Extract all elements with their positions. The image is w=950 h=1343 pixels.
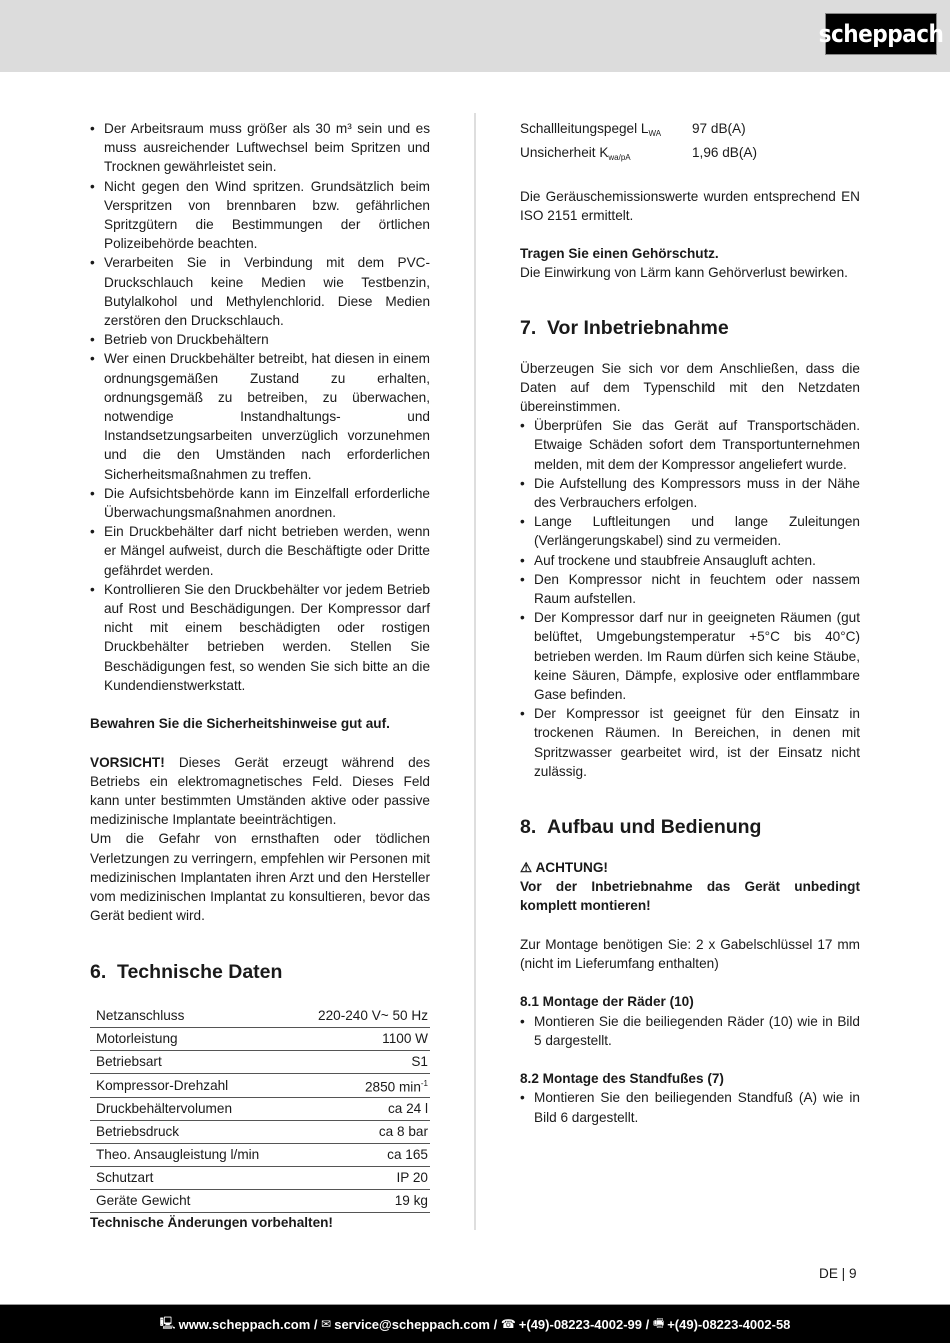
keep-instructions-notice: Bewahren Sie die Sicherheitshinweise gut auf. xyxy=(90,716,390,732)
list-item: • Der Arbeitsraum muss größer als 30 m³ sein und es muss ausreichender Luftwechsel beim Spritzen und Trocknen gewährleistet sein. xyxy=(90,119,430,177)
tools-required-text: Zur Montage benötigen Sie: 2 x Gabelschlüssel 17 mm (nicht im Lieferumfang enthalten) xyxy=(520,936,860,972)
website-link[interactable]: www.scheppach.com xyxy=(178,1316,311,1332)
left-column xyxy=(90,119,430,1232)
email-link[interactable]: service@scheppach.com xyxy=(334,1316,490,1332)
page-footer: 🖳 www.scheppach.com / ✉ service@scheppach.com / ☎ +(49)-08223-4002-99 / 🖷 +(49)-08223-4002-58 xyxy=(0,1304,950,1343)
section-6-heading: 6. Technische Daten xyxy=(90,960,283,983)
table-row: Theo. Ansaugleistung l/min ca 165 xyxy=(90,1143,430,1166)
right-column xyxy=(520,119,860,1127)
caution-paragraph xyxy=(90,753,430,830)
technical-changes-note: Technische Änderungen vorbehalten! xyxy=(90,1214,333,1230)
table-row: Betriebsart S1 xyxy=(90,1051,430,1074)
table-row: Schutzart IP 20 xyxy=(90,1166,430,1189)
subsection-8-1-list xyxy=(520,1012,860,1050)
page-number: DE | 9 xyxy=(819,1266,857,1281)
phone-icon: ☎ xyxy=(500,1317,516,1331)
section-8-title: Aufbau und Bedienung xyxy=(547,816,762,839)
caution-text: Dieses Gerät erzeugt während des Betriebs ein elektromagnetisches Feld. Dieses Feld kann unter bestimmten Umständen aktive oder passive medizinische Implantate beeinträchtigen. xyxy=(90,754,430,828)
warning-label-line: ⚠ ACHTUNG! xyxy=(520,860,608,876)
emission-paragraph: Die Geräuschemissionswerte wurden entsprechend EN ISO 2151 ermittelt. xyxy=(520,188,860,223)
list-item: • Montieren Sie die beiliegenden Räder (10) wie in Bild 5 dargestellt. xyxy=(520,1012,860,1050)
noise-row-sound-power: Schallleitungspegel $L_{WA}$ 97 dB(A) xyxy=(520,121,746,138)
phone-number[interactable]: +(49)-08223-4002-99 xyxy=(518,1316,643,1332)
hearing-paragraph: Die Einwirkung von Lärm kann Gehörverlust bewirken. xyxy=(520,265,848,281)
section-6-title: Technische Daten xyxy=(117,960,283,983)
section-7-heading: 7. Vor Inbetriebnahme xyxy=(520,316,729,339)
section-7-title: Vor Inbetriebnahme xyxy=(547,316,729,339)
caution-label: VORSICHT! xyxy=(90,754,165,770)
section-7-bullet-list xyxy=(520,416,860,781)
list-item: • Nicht gegen den Wind spritzen. Grundsätzlich beim Verspritzen von brennbaren bzw. gefährlichen Spritzgütern die Bestimmungen der örtlichen Polizeibehörde beachten. xyxy=(90,177,430,254)
page-header xyxy=(0,0,950,72)
fax-number: +(49)-08223-4002-58 xyxy=(667,1316,791,1332)
subsection-8-2-title: 8.2 Montage des Standfußes (7) xyxy=(520,1071,724,1087)
list-item: • Wer einen Druckbehälter betreibt, hat diesen in einem ordnungsgemäßen Zustand zu erhalten, ordnungsgemäß zu betreiben, zu überwachen, notwendige Instandhaltungs- und Instandsetzungsarbeiten unverzüglich vorzunehmen und die den Umständen nach erforderlichen Sicherheitsmaßnahmen zu treffen. xyxy=(90,349,430,483)
list-item: • Überprüfen Sie das Gerät auf Transportschäden. Etwaige Schäden sofort dem Transportunternehmen melden, mit dem der Kompressor angeliefert wurde. xyxy=(520,416,860,474)
list-item: • Montieren Sie den beiliegenden Standfuß (A) wie in Bild 6 dargestellt. xyxy=(520,1088,860,1126)
column-divider xyxy=(474,113,476,1230)
table-row: Druckbehältervolumen ca 24 l xyxy=(90,1097,430,1120)
safety-bullet-list xyxy=(90,119,430,695)
scheppach-logo: scheppach xyxy=(825,13,937,55)
section-8-heading: 8. Aufbau und Bedienung xyxy=(520,816,762,839)
mail-icon: ✉ xyxy=(321,1317,332,1331)
subsection-8-2-list xyxy=(520,1088,860,1126)
list-item: • Kontrollieren Sie den Druckbehälter vor jedem Betrieb auf Rost und Beschädigungen. Der Kompressor darf nicht mit einem beschädigten oder rostigen Druckbehälter betrieben werden. Stellen Sie Beschädigungen fest, so wenden Sie sich bitte an die Kundendienstwerkstatt. xyxy=(90,580,430,695)
implant-paragraph: Um die Gefahr von ernsthaften oder tödlichen Verletzungen zu verringern, empfehlen wir Personen mit medizinischen Implantaten ihren Arzt und den Hersteller vom medizinischen Implantat zu konsultieren, bevor das Gerät bedient wird. xyxy=(90,831,430,924)
section-7-intro: Überzeugen Sie sich vor dem Anschließen, dass die Daten auf dem Typenschild mit den Netzdaten übereinstimmen. xyxy=(520,360,860,414)
noise-row-uncertainty: Unsicherheit $K_{wa/pA}$ 1,96 dB(A) xyxy=(520,145,757,163)
computer-icon: 🖳 xyxy=(159,1315,176,1330)
technical-data-table xyxy=(90,1005,430,1213)
list-item: • Die Aufstellung des Kompressors muss in der Nähe des Verbrauchers erfolgen. xyxy=(520,474,860,512)
list-item: • Der Kompressor darf nur in geeigneten Räumen (gut belüftet, Umgebungstemperatur +5°C bis 40°C) betrieben werden. Im Raum dürfen sich keine Stäube, keine Säuren, Dämpfe, explosive oder entflammbare Gase befinden. xyxy=(520,608,860,704)
table-row: Kompressor-Drehzahl 2850 $\min^{-1}$ xyxy=(90,1074,430,1098)
list-item: • Verarbeiten Sie in Verbindung mit dem PVC-Druckschlauch keine Medien wie Testbenzin, Butylalkohol und Methylenchlorid. Diese Medien zerstören den Druckschlauch. xyxy=(90,253,430,330)
table-row: Betriebsdruck ca 8 bar xyxy=(90,1120,430,1143)
table-row: Geräte Gewicht 19 kg xyxy=(90,1189,430,1212)
list-item: • Ein Druckbehälter darf nicht betrieben werden, wenn er Mängel aufweist, durch die Beschäftigte oder Dritte gefährdet werden. xyxy=(90,522,430,580)
warning-text: Vor der Inbetriebnahme das Gerät unbedingt komplett montieren! xyxy=(520,879,860,914)
list-item: • Der Kompressor ist geeignet für den Einsatz in trockenen Räumen. In Bereichen, in denen mit Spritzwasser gearbeitet wird, ist der Einsatz nicht zulässig. xyxy=(520,704,860,781)
table-row: Netzanschluss 220-240 V~ 50 Hz xyxy=(90,1005,430,1028)
list-item: • Betrieb von Druckbehältern xyxy=(90,330,430,349)
list-item: • Lange Luftleitungen und lange Zuleitungen (Verlängerungskabel) sind zu vermeiden. xyxy=(520,512,860,550)
fax-icon: 🖷 xyxy=(652,1315,665,1330)
hearing-protection-notice: Tragen Sie einen Gehörschutz. xyxy=(520,246,719,262)
list-item: • Die Aufsichtsbehörde kann im Einzelfall erforderliche Überwachungsmaßnahmen anordnen. xyxy=(90,484,430,522)
subsection-8-1-title: 8.1 Montage der Räder (10) xyxy=(520,994,694,1010)
list-item: • Den Kompressor nicht in feuchtem oder nassem Raum aufstellen. xyxy=(520,570,860,608)
warning-triangle-icon: ⚠ xyxy=(520,860,533,876)
list-item: • Auf trockene und staubfreie Ansaugluft achten. xyxy=(520,551,860,570)
table-row: Motorleistung 1100 W xyxy=(90,1028,430,1051)
